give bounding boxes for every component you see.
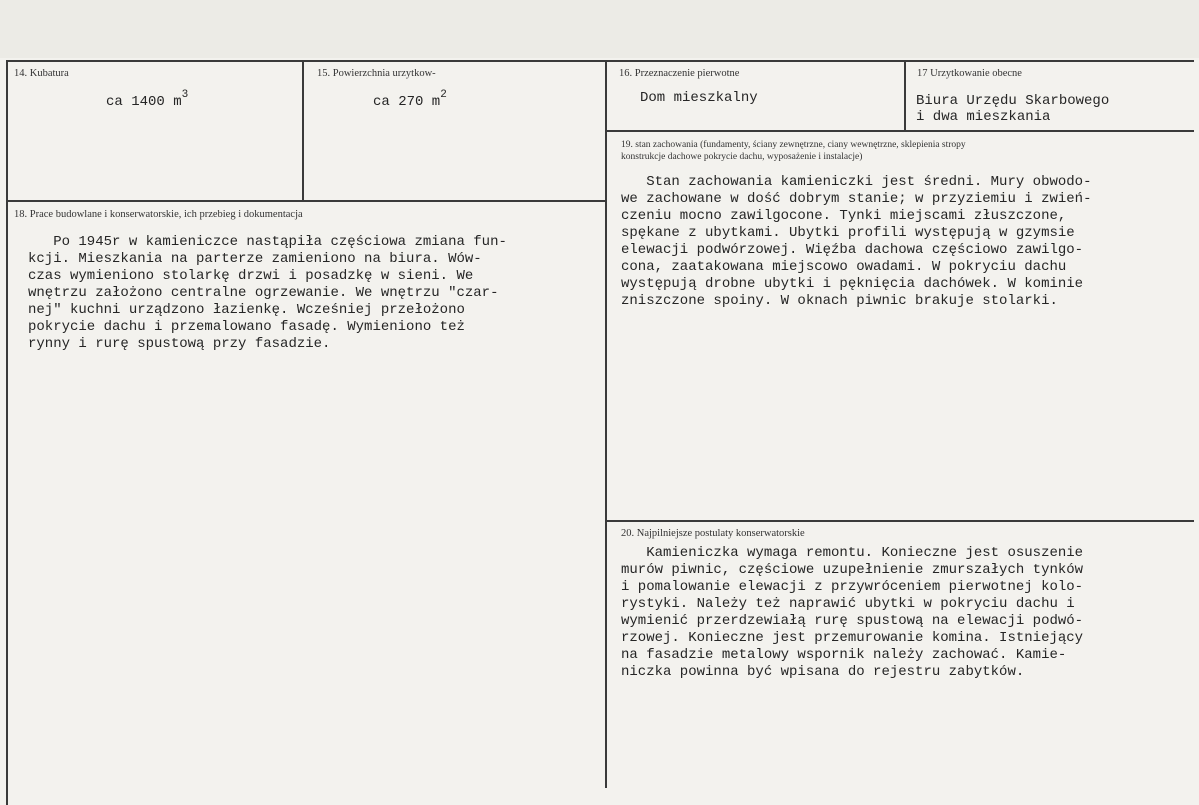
current-use-line-2: i dwa mieszkania xyxy=(916,109,1051,125)
works-history-line: nej" kuchni urządzono łazienkę. Wcześniej przełożono xyxy=(28,302,465,318)
kubatura-label: 14. Kubatura xyxy=(14,68,69,79)
works-history-line: rynny i rurę spustową przy fasadzie. xyxy=(28,336,331,352)
condition-label-line-2: konstrukcje dachowe pokrycie dachu, wyposażenie i instalacje) xyxy=(621,152,863,162)
kubatura-exponent: 3 xyxy=(181,89,189,101)
top-band xyxy=(0,0,1199,58)
postulates-line: na fasadzie metalowy wspornik należy zachować. Kamie- xyxy=(621,647,1067,663)
center-divider xyxy=(605,60,607,788)
condition-line: występują drobne ubytki i pęknięcia dachówek. W kominie xyxy=(621,276,1084,292)
condition-label-line-1: 19. stan zachowania (fundamenty, ściany zewnętrzne, ciany wewnętrzne, sklepienia stropy xyxy=(621,140,966,150)
rule-above-f20 xyxy=(606,520,1194,522)
postulates-label: 20. Najpilniejsze postulaty konserwatorskie xyxy=(621,528,805,539)
condition-line: elewacji podwórzowej. Więźba dachowa częściowo zawilgo- xyxy=(621,242,1084,258)
kubatura-number: ca 1400 m xyxy=(106,94,182,110)
top-rule xyxy=(6,60,1194,62)
usable-area-exponent: 2 xyxy=(440,89,447,101)
kubatura-value xyxy=(106,89,189,112)
postulates-line: murów piwnic, częściowe uzupełnienie zmurszałych tynków xyxy=(621,562,1084,578)
condition-line: Stan zachowania kamieniczki jest średni. Mury obwodo- xyxy=(621,174,1092,190)
works-history-line: czas wymieniono stolarkę drzwi i posadzkę w sieni. We xyxy=(28,268,474,284)
usable-area-label: 15. Powierzchnia urzytkow- xyxy=(317,68,436,79)
current-use-label: 17 Urzytkowanie obecne xyxy=(917,68,1022,79)
condition-line: cona, zaatakowana miejscowo owadami. W pokryciu dachu xyxy=(621,259,1067,275)
postulates-line: Kamieniczka wymaga remontu. Konieczne jest osuszenie xyxy=(621,545,1084,561)
postulates-line: niczka powinna być wpisana do rejestru zabytków. xyxy=(621,664,1025,680)
works-history-label: 18. Prace budowlane i konserwatorskie, ich przebieg i dokumentacja xyxy=(14,209,303,220)
works-history-line: Po 1945r w kamieniczce nastąpiła częściowa zmiana fun- xyxy=(28,234,507,250)
condition-line: zniszczone spoiny. W oknach piwnic brakuje stolarki. xyxy=(621,293,1058,309)
original-purpose-label: 16. Przeznaczenie pierwotne xyxy=(619,68,740,79)
postulates-line: wymienić przerdzewiałą rurę spustową na elewacji podwó- xyxy=(621,613,1084,629)
condition-line: czeniu mocno zawilgocone. Tynki miejscami złuszczone, xyxy=(621,208,1067,224)
works-history-line: wnętrzu założono centralne ogrzewanie. We wnętrzu "czar- xyxy=(28,285,499,301)
rule-under-f16-f17 xyxy=(606,130,1194,132)
divider-f14-f15 xyxy=(302,60,304,201)
current-use-line-1: Biura Urzędu Skarbowego xyxy=(916,93,1110,109)
postulates-line: rystyki. Należy też naprawić ubytki w pokryciu dachu i xyxy=(621,596,1075,612)
divider-f16-f17 xyxy=(904,60,906,131)
postulates-line: rzowej. Konieczne jest przemurowanie komina. Istniejący xyxy=(621,630,1084,646)
condition-line: spękane z ubytkami. Ubytki profili występują w gzymsie xyxy=(621,225,1075,241)
usable-area-value xyxy=(373,89,447,112)
rule-under-f14-f15 xyxy=(6,200,606,202)
left-border xyxy=(6,60,8,805)
works-history-line: pokrycie dachu i przemalowano fasadę. Wymieniono też xyxy=(28,319,465,335)
condition-line: we zachowane w dość dobrym stanie; w przyziemiu i zwień- xyxy=(621,191,1092,207)
works-history-line: kcji. Mieszkania na parterze zamieniono na biura. Wów- xyxy=(28,251,482,267)
original-purpose-value: Dom mieszkalny xyxy=(640,90,758,106)
postulates-line: i pomalowanie elewacji z przywróceniem pierwotnej kolo- xyxy=(621,579,1084,595)
usable-area-number: ca 270 m xyxy=(373,94,441,110)
